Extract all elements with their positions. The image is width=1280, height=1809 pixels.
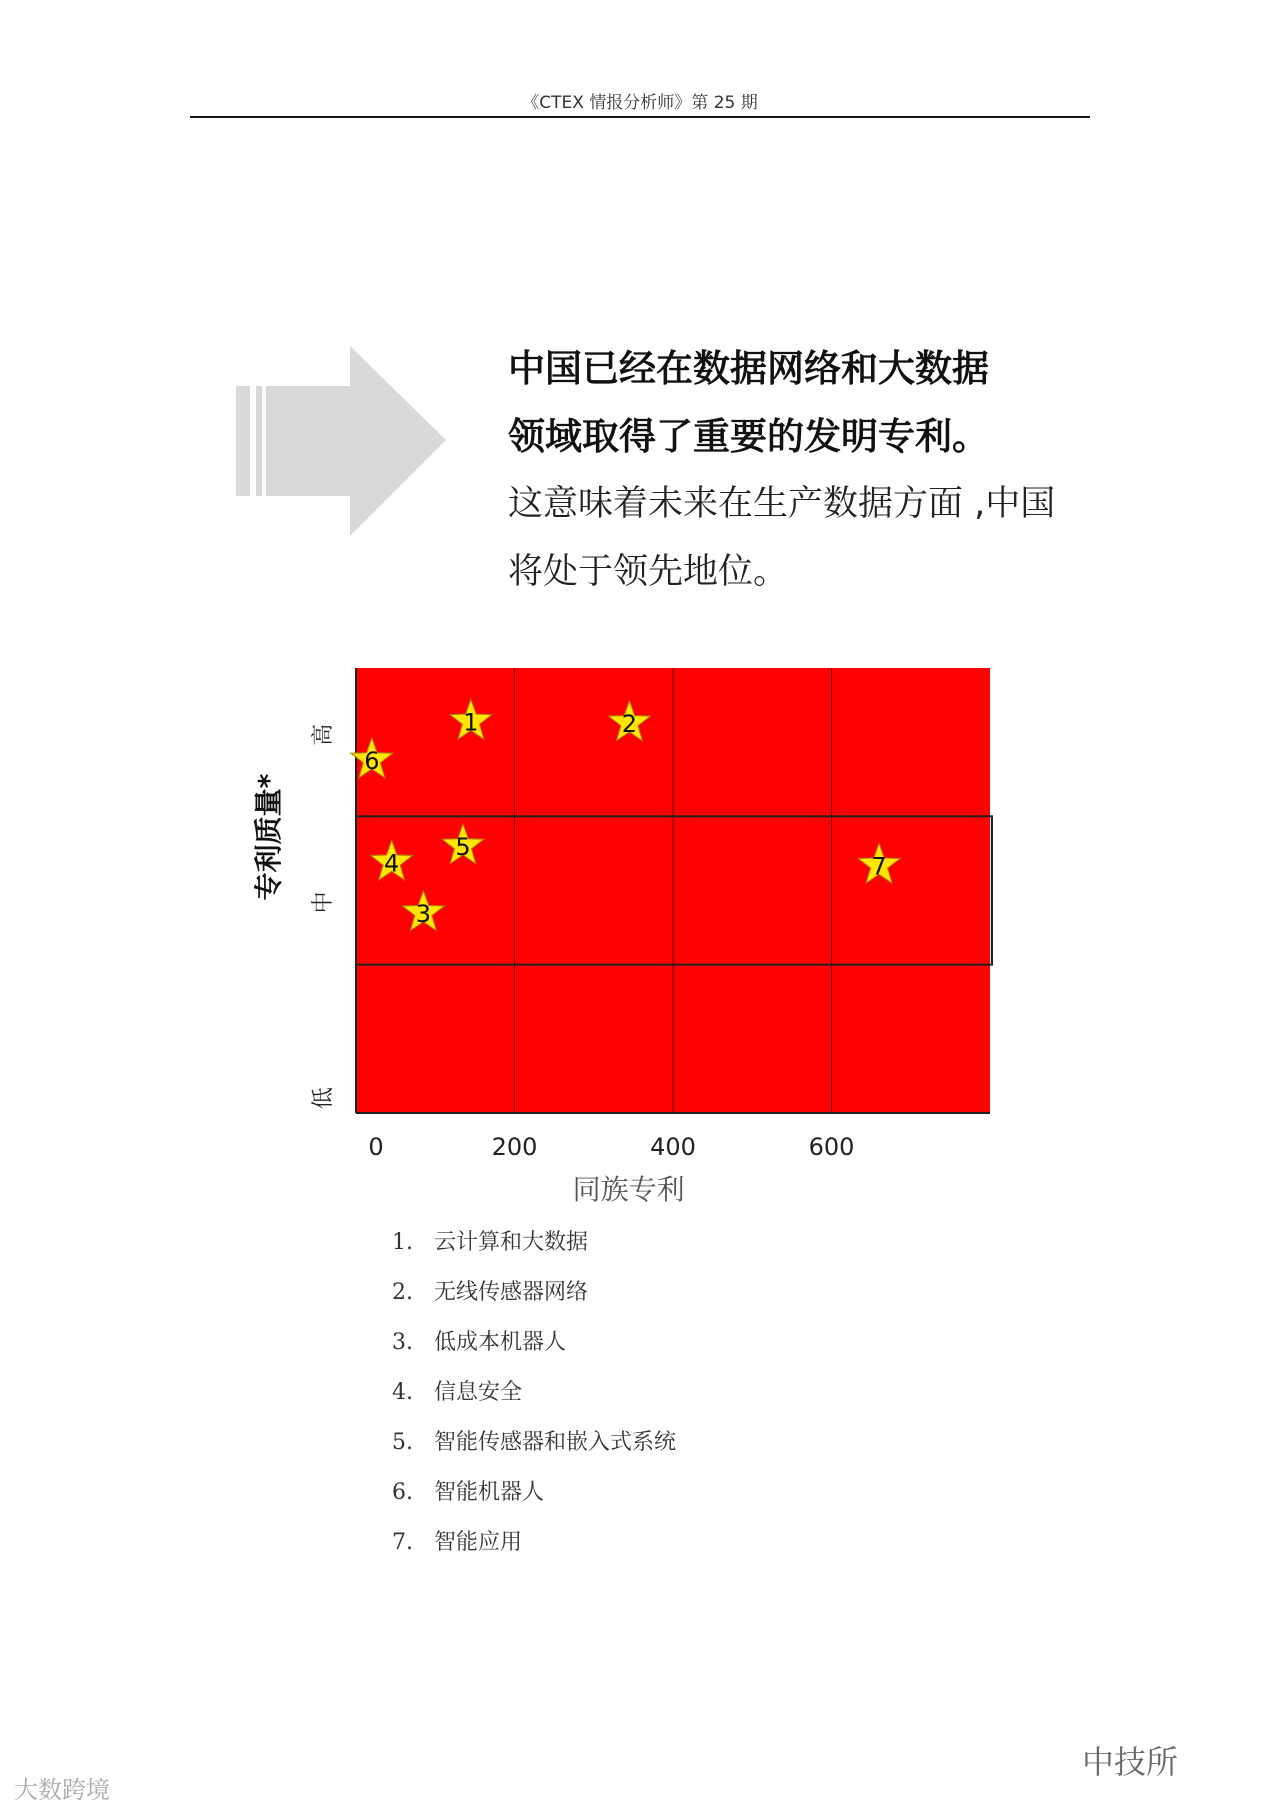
legend-text: 无线传感器网络 xyxy=(434,1280,589,1305)
point-label: 4 xyxy=(384,849,400,878)
y-axis-label: 专利质量* xyxy=(252,773,285,901)
legend-number: 5. xyxy=(392,1430,413,1455)
legend-item xyxy=(392,1318,676,1368)
legend-number: 3. xyxy=(392,1330,413,1355)
headline-line-1: 中国已经在数据网络和大数据 xyxy=(508,347,989,390)
point-label: 7 xyxy=(871,852,887,881)
x-tick-label: 0 xyxy=(368,1133,384,1161)
watermark-left: 大数跨境 xyxy=(14,1776,110,1804)
x-tick-label: 200 xyxy=(491,1133,538,1161)
headline xyxy=(508,335,1068,471)
legend-text: 信息安全 xyxy=(434,1380,523,1405)
point-label: 5 xyxy=(455,833,471,861)
subheadline xyxy=(508,470,1068,606)
legend-item xyxy=(392,1218,676,1268)
legend-item xyxy=(392,1418,676,1468)
legend-text: 智能机器人 xyxy=(434,1480,545,1505)
legend-number: 1. xyxy=(392,1230,413,1255)
y-tick-label: 中 xyxy=(311,891,336,914)
legend-text: 智能应用 xyxy=(434,1530,523,1555)
point-label: 1 xyxy=(463,708,479,737)
legend-number: 7. xyxy=(392,1530,413,1555)
legend-text: 云计算和大数据 xyxy=(434,1230,589,1255)
legend-list xyxy=(392,1218,676,1568)
page-header: 《CTEX 情报分析师》第 25 期 xyxy=(522,93,758,113)
legend-number: 6. xyxy=(392,1480,413,1505)
subheadline-line-1: 这意味着未来在生产数据方面 ,中国 xyxy=(508,484,1056,524)
x-tick-label: 400 xyxy=(650,1133,696,1161)
legend-number: 2. xyxy=(392,1280,413,1305)
header-divider xyxy=(190,116,1090,118)
headline-line-2: 领域取得了重要的发明专利。 xyxy=(508,415,989,458)
legend-text: 智能传感器和嵌入式系统 xyxy=(434,1430,677,1455)
watermark-right: 中技所 xyxy=(1082,1743,1179,1781)
x-axis xyxy=(356,1113,990,1161)
legend-item xyxy=(392,1518,676,1568)
legend-text: 低成本机器人 xyxy=(434,1330,567,1355)
x-axis-label: 同族专利 xyxy=(572,1173,685,1206)
legend-item xyxy=(392,1368,676,1418)
y-tick-label: 低 xyxy=(311,1087,336,1110)
arrow-icon xyxy=(236,346,446,546)
y-axis xyxy=(311,668,356,1113)
point-label: 6 xyxy=(364,746,380,775)
y-tick-label: 高 xyxy=(311,723,336,746)
legend-item xyxy=(392,1268,676,1318)
point-label: 2 xyxy=(621,709,638,738)
x-tick-label: 600 xyxy=(808,1133,855,1161)
point-label: 3 xyxy=(415,899,432,928)
patent-matrix-chart xyxy=(250,648,1030,1208)
legend-number: 4. xyxy=(392,1380,413,1405)
subheadline-line-2: 将处于领先地位。 xyxy=(508,552,789,592)
legend-item xyxy=(392,1468,676,1518)
